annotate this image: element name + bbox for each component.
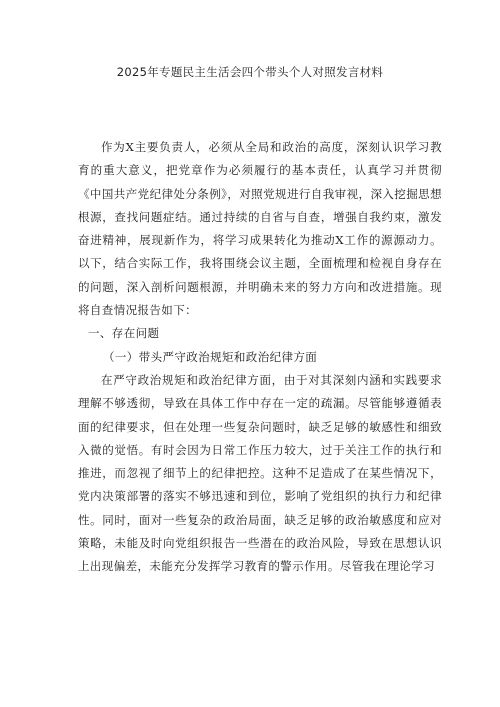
section-heading: 一、存在问题	[88, 326, 160, 341]
document-title: 2025年专题民主生活会四个带头个人对照发言材料	[116, 65, 384, 79]
subsection-heading: （一）带头严守政治规矩和政治纪律方面	[103, 349, 318, 364]
document-body	[78, 136, 442, 579]
intro-paragraph: 作为X主要负责人，必须从全局和政治的高度，深刻认识学习教育的重大意义，把党章作为必须履行的基本责任，认真学习并贯彻《中国共产党纪律处分条例》，对照党规进行自我审视，深入挖掘思想根源，查找问题症结。通过持续的自省与自查，增强自我约束，激发奋进精神，展现新作为，将学习成果转化为推动X工作的源源动力。以下，结合实际工作，我将围绕会议主题，全面梳理和检视自身存在的问题，深入剖析问题根源，并明确未来的努力方向和改进措施。现将自查情况报告如下：	[78, 140, 442, 318]
body-paragraph: 在严守政治规矩和政治纪律方面，由于对其深刻内涵和实践要求理解不够透彻，导致在具体工作中存在一定的疏漏。尽管能够遵循表面的纪律要求，但在处理一些复杂问题时，缺乏足够的敏感性和细致入微的觉悟。有时会因为日常工作压力较大，过于关注工作的执行和推进，而忽视了细节上的纪律把控。这种不足造成了在某些情况下，党内决策部署的落实不够迅速和到位，影响了党组织的执行力和纪律性。同时，面对一些复杂的政治局面，缺乏足够的政治敏感度和应对策略，未能及时向党组织报告一些潜在的政治风险，导致在思想认识上出现偏差，未能充分发挥学习教育的警示作用。尽管我在理论学习	[78, 372, 442, 574]
